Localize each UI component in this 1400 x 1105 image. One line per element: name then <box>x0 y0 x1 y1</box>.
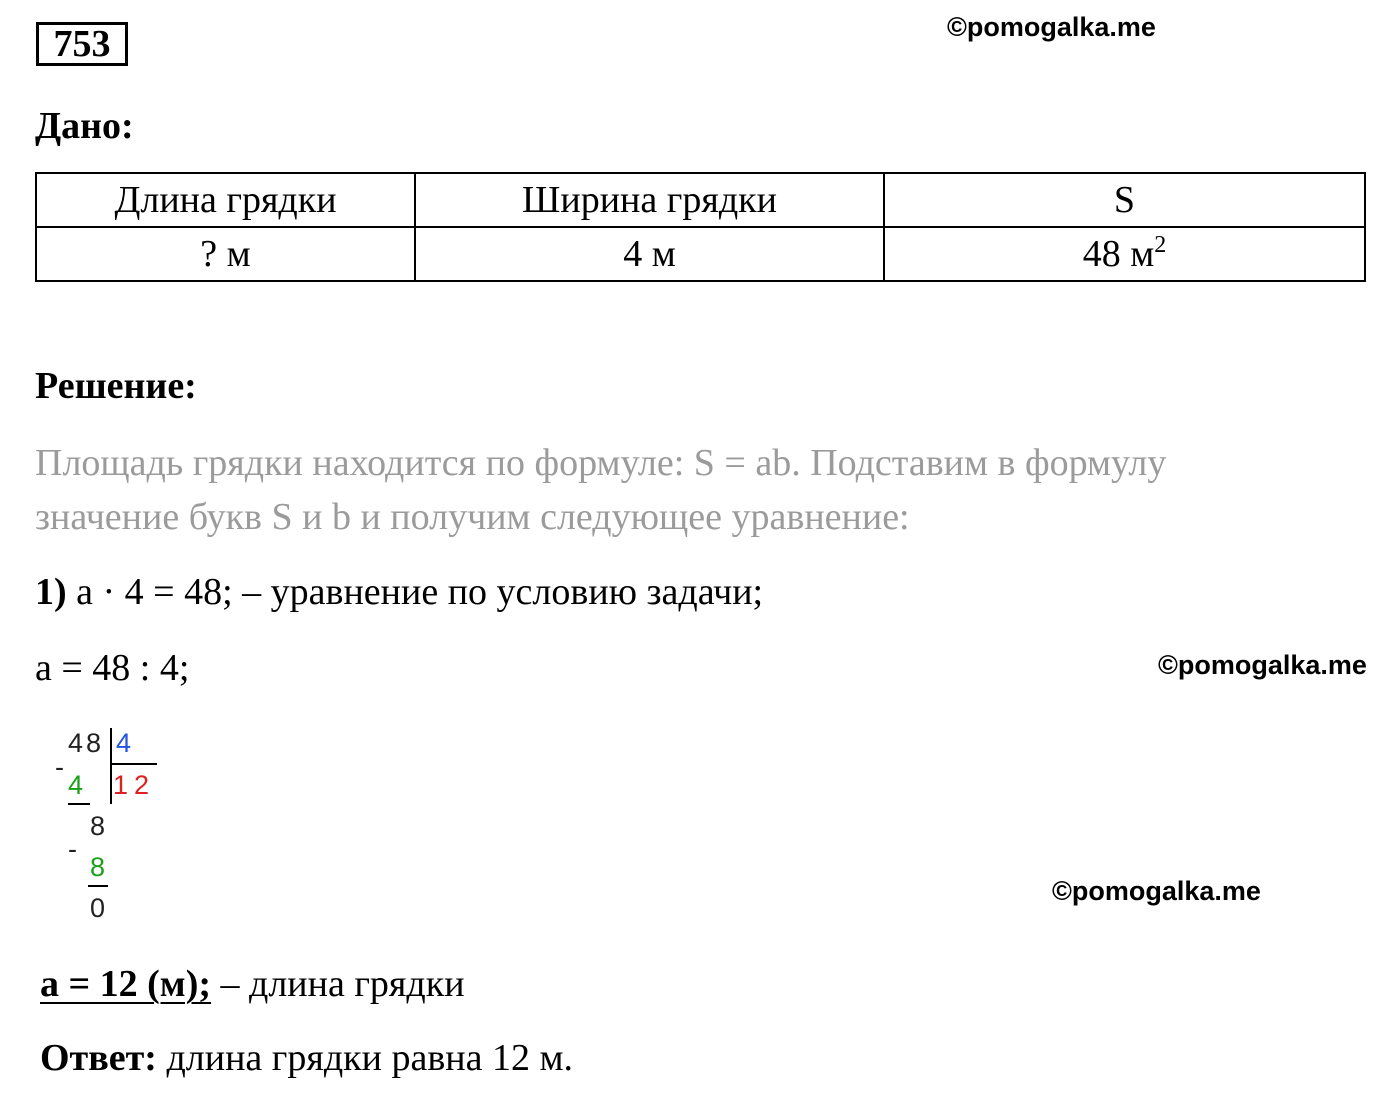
problem-number: 753 <box>36 22 128 66</box>
header-width: Ширина грядки <box>415 173 884 227</box>
given-heading: Дано: <box>35 105 134 147</box>
value-area-cell <box>884 227 1365 281</box>
explanation-line-2: значение букв S и b и получим следующее уравнение: <box>35 496 910 538</box>
value-width: 4 м <box>415 227 884 281</box>
step-2: a = 48 : 4; <box>35 647 190 689</box>
step-1-label: 1) <box>35 571 67 613</box>
remainder-2: 0 <box>90 893 106 923</box>
result-value: a = 12 (м); <box>40 963 211 1005</box>
table-value-row <box>36 227 1365 281</box>
watermark-bottom: ©pomogalka.me <box>1052 876 1261 906</box>
value-length: ? м <box>36 227 415 281</box>
answer-label: Ответ: <box>40 1037 157 1079</box>
header-area: S <box>884 173 1365 227</box>
watermark-middle: ©pomogalka.me <box>1158 650 1367 680</box>
quotient: 12 <box>113 770 156 800</box>
value-area: 48 м <box>1082 233 1155 275</box>
header-length: Длина грядки <box>36 173 415 227</box>
table-header-row <box>36 173 1365 227</box>
minus-2: - <box>68 834 77 864</box>
divisor: 4 <box>116 728 132 758</box>
step-1-text: a · 4 = 48; – уравнение по условию задачи; <box>66 571 764 613</box>
solution-heading: Решение: <box>35 365 197 407</box>
explanation-line-1: Площадь грядки находится по формуле: S = ab. Подставим в формулу <box>35 442 1167 484</box>
result-line <box>40 962 465 1006</box>
dividend: 48 <box>68 728 105 758</box>
subtrahend-2: 8 <box>90 852 106 882</box>
long-division <box>50 722 170 927</box>
remainder-1: 8 <box>90 811 106 841</box>
given-table <box>35 172 1366 282</box>
minus-1: - <box>55 752 64 782</box>
subtrahend-1: 4 <box>68 770 84 800</box>
answer-text: длина грядки равна 12 м. <box>156 1037 574 1079</box>
watermark-top: ©pomogalka.me <box>947 12 1156 42</box>
answer-line <box>40 1036 573 1080</box>
result-desc: – длина грядки <box>211 963 465 1005</box>
area-exponent: 2 <box>1154 232 1167 258</box>
step-1 <box>35 570 763 614</box>
